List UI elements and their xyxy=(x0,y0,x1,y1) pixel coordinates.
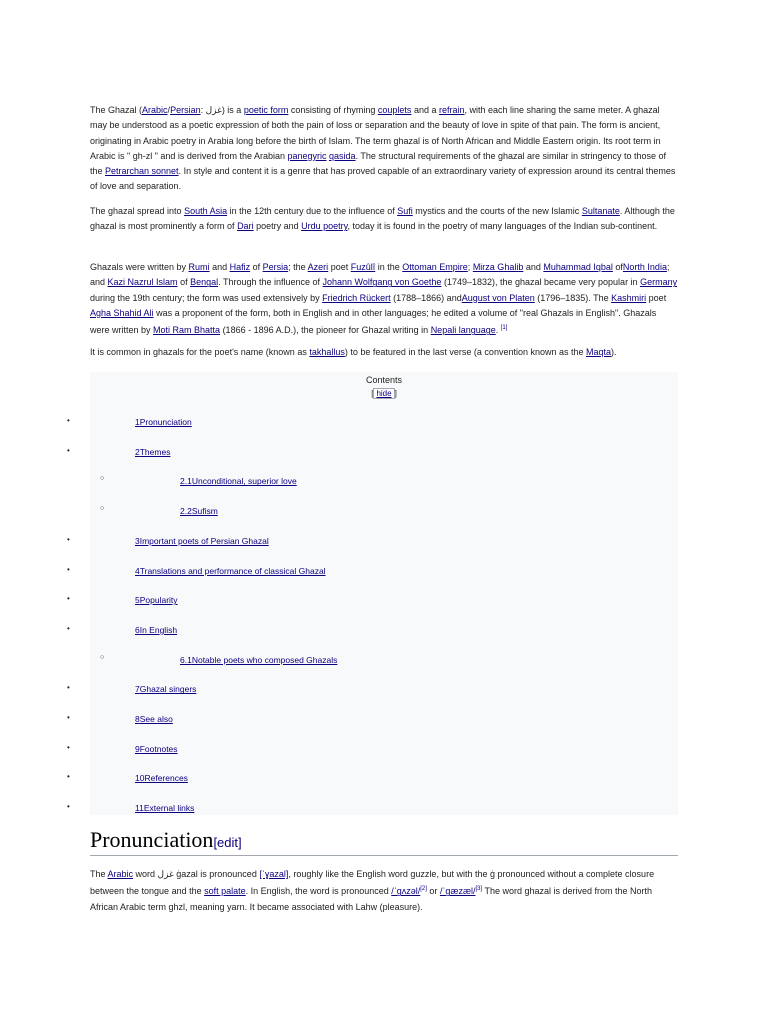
text-run: word غزل ġazal is pronounced xyxy=(133,869,260,879)
inline-link[interactable]: [ˈɣazal] xyxy=(259,869,289,879)
inline-link[interactable]: South Asia xyxy=(184,206,228,216)
inline-link[interactable]: Nepali language xyxy=(430,325,496,336)
toc-sub-bullet-icon: ○ xyxy=(100,475,105,483)
toc-bullet-icon: • xyxy=(67,445,70,455)
inline-link[interactable]: Persia xyxy=(262,262,289,272)
toc-item-number: 2.1 xyxy=(180,476,192,487)
text-run: consisting of rhyming xyxy=(288,105,378,115)
table-of-contents: Contents hide ] • 1Pronunciation • 2Themes ○ 2.1Unconditional, superior love ○ 2.2Sufism • 3Important poets of Persian Ghazal • 4Translations and performance of classical Ghazal • 5Popularity • 6In English ○ 6.1Notable poets who composed Ghazals • 7Ghazal singers • 8See also • 9Footnotes • 10References • 11External links xyxy=(90,372,678,815)
text-run: ; and xyxy=(90,262,670,288)
toc-item-label: See also xyxy=(139,714,173,724)
section-title: Pronunciation xyxy=(90,827,214,852)
toc-item[interactable] xyxy=(135,714,173,724)
toc-item-number: 6 xyxy=(135,624,140,635)
toc-item-number: 5 xyxy=(135,595,140,606)
toc-item[interactable] xyxy=(135,536,269,546)
inline-link[interactable]: Moti Ram Bhatta xyxy=(153,325,221,336)
text-run: of xyxy=(612,262,623,272)
inline-link[interactable]: Persian xyxy=(170,105,201,115)
toc-item-label: Unconditional, superior love xyxy=(191,476,297,487)
text-run: / xyxy=(167,105,171,115)
text-run: , roughly like the English word guzzle, but with the ġ pronounced without a complete closure between the tongue and the xyxy=(90,869,655,897)
text-run: and a xyxy=(411,105,439,115)
inline-link[interactable]: Urdu poetry xyxy=(301,221,348,232)
toc-sub-bullet-icon: ○ xyxy=(100,653,105,661)
spread-paragraph xyxy=(90,204,678,235)
text-run: or xyxy=(426,886,440,897)
text-run: during the 19th century; the form was used extensively by xyxy=(90,292,323,303)
inline-link[interactable]: /ˈɡʌzəl/ xyxy=(391,886,421,897)
toc-item[interactable] xyxy=(135,773,188,783)
inline-link[interactable]: North India xyxy=(622,262,667,272)
text-run: ) to be featured in the last verse (a convention known as the xyxy=(344,347,587,357)
text-run: mystics and the courts of the new Islamic xyxy=(412,206,582,216)
text-run: in the xyxy=(375,262,403,272)
pronunciation-paragraph xyxy=(90,867,678,915)
text-run: Ghazals were written by xyxy=(90,262,189,272)
text-run: : غزل) is a xyxy=(200,105,244,115)
inline-link[interactable]: Arabic xyxy=(107,869,134,879)
toc-item-label: Sufism xyxy=(191,506,218,517)
text-run: poet xyxy=(328,262,351,272)
inline-link[interactable]: Dari xyxy=(237,221,254,232)
inline-link[interactable]: Petrarchan sonnet xyxy=(105,166,179,177)
inline-link[interactable]: Germany xyxy=(640,277,678,288)
text-run: (1866 - 1896 A.D.), the pioneer for Ghazal writing in xyxy=(220,325,431,336)
text-run: . Through the influence of xyxy=(218,277,323,288)
inline-link[interactable]: Sufi xyxy=(397,206,413,216)
toc-item[interactable] xyxy=(135,417,192,427)
toc-sub-bullet-icon: ○ xyxy=(100,505,105,513)
toc-item-number: 2 xyxy=(135,446,140,457)
inline-link[interactable]: Rumi xyxy=(188,262,210,272)
section-heading xyxy=(90,827,678,856)
text-run: ). xyxy=(611,347,617,357)
inline-link[interactable]: Ottoman Empire xyxy=(402,262,468,272)
inline-link[interactable]: Kashmiri xyxy=(611,292,647,303)
text-run: ; xyxy=(467,262,473,272)
toc-bullet-icon: • xyxy=(67,683,70,693)
toc-item-number: 11 xyxy=(135,803,144,814)
toc-item-label: Footnotes xyxy=(139,743,178,754)
inline-link[interactable]: Kazi Nazrul Islam xyxy=(107,277,178,288)
text-run: . xyxy=(495,325,501,336)
toc-bullet-icon: • xyxy=(67,742,70,752)
inline-link[interactable]: Friedrich Rückert xyxy=(322,292,391,303)
inline-link[interactable]: couplets xyxy=(377,105,412,115)
inline-link[interactable]: qasida xyxy=(329,150,356,161)
toc-bullet-icon: • xyxy=(67,713,70,722)
text-run: . Although the ghazal is most prominently a form of xyxy=(90,206,675,232)
inline-link[interactable]: Hafiz xyxy=(229,262,251,272)
toc-item[interactable] xyxy=(135,625,177,635)
toc-item-label: Ghazal singers xyxy=(139,684,197,695)
inline-link[interactable]: Fuzûlî xyxy=(350,262,376,272)
toc-bullet-icon: • xyxy=(67,623,70,633)
takhallus-paragraph xyxy=(90,345,678,360)
text-run: The word ghazal is derived from the North African Arabic term ghzl, meaning yarn. It became associated with Lahw (pleasure). xyxy=(90,886,653,912)
text-run: of xyxy=(250,262,263,272)
toc-bullet-icon: • xyxy=(67,802,70,812)
toc-item-number: 6.1 xyxy=(180,654,192,665)
toc-item-label: Important poets of Persian Ghazal xyxy=(139,535,269,546)
toc-item-label: In English xyxy=(139,624,178,635)
text-run: It is common in ghazals for the poet's name (known as xyxy=(90,347,310,357)
inline-link[interactable]: Johann Wolfgang von Goethe xyxy=(322,277,442,288)
footnote-ref[interactable]: [3] xyxy=(475,886,483,893)
toc-item-number: 7 xyxy=(135,684,140,695)
toc-item-number: 3 xyxy=(135,535,140,546)
inline-link[interactable]: Sultanate xyxy=(581,206,620,216)
toc-item[interactable] xyxy=(135,595,178,605)
text-run: The ghazal spread into xyxy=(90,206,185,216)
toc-hide-toggle[interactable]: hide xyxy=(376,389,392,398)
toc-item-number: 2.2 xyxy=(180,506,192,517)
text-run: of xyxy=(177,277,191,288)
inline-link[interactable]: Agha Shahid Ali xyxy=(90,307,154,318)
text-run: , with each line sharing the same meter. A ghazal may be understood as a poetic expression of both the pain of loss or separation and the beauty of love in spite of that pain. The form is ancient, originating in Arabic poetry in Arabia long before the birth of Islam. The term ghazal is of North African and Middle Eastern origin. Its root term in Arabic is " gh-zl " and is derived from the Arabian xyxy=(90,105,661,161)
inline-link[interactable]: Azeri xyxy=(307,262,329,272)
inline-link[interactable]: Muhammad Iqbal xyxy=(543,262,613,272)
toc-item[interactable] xyxy=(135,447,170,457)
inline-link[interactable]: /ˈɡæzæl/ xyxy=(439,886,476,897)
footnote-ref[interactable]: [2] xyxy=(420,886,427,893)
text-run: The xyxy=(90,869,108,879)
toc-title: Contents xyxy=(365,375,403,385)
inline-link[interactable]: poetic form xyxy=(243,105,289,115)
toc-item[interactable] xyxy=(135,803,194,813)
text-run: poet xyxy=(646,292,667,303)
footnote-ref[interactable]: [1] xyxy=(500,325,508,332)
text-run: . In English, the word is pronounced xyxy=(245,886,392,897)
text-run: ; the xyxy=(288,262,308,272)
text-run: The Ghazal ( xyxy=(90,105,143,115)
toc-item[interactable] xyxy=(135,684,196,694)
inline-link[interactable]: refrain xyxy=(438,105,465,115)
toc-item-label: Notable poets who composed Ghazals xyxy=(191,654,338,665)
toc-bullet-icon: • xyxy=(67,772,70,782)
text-run: (1788–1866) and xyxy=(390,292,462,303)
text-run: . In style and content it is a genre that has proved capable of an extraordinary variety of expression around its central themes of love and separation. xyxy=(90,166,676,192)
text-run: poetry and xyxy=(253,221,302,232)
text-run: (1796–1835). The xyxy=(534,292,612,303)
text-run: and xyxy=(209,262,230,272)
inline-link[interactable]: August von Platen xyxy=(461,292,535,303)
toc-item-label: Popularity xyxy=(139,595,178,606)
toc-item-number: 9 xyxy=(135,743,140,754)
toc-item-number: 10 xyxy=(135,773,145,784)
toc-item[interactable] xyxy=(180,476,297,486)
toc-item[interactable] xyxy=(180,655,337,665)
toc-item-label: Pronunciation xyxy=(139,417,192,427)
inline-link[interactable]: Bengal xyxy=(190,277,219,288)
toc-item[interactable] xyxy=(135,744,178,754)
inline-link[interactable]: Maqta xyxy=(586,347,612,357)
toc-item[interactable] xyxy=(180,506,218,516)
toc-item-label: Themes xyxy=(139,446,171,457)
poets-paragraph xyxy=(90,260,678,338)
toc-item-number: 1 xyxy=(135,417,140,427)
toc-item[interactable] xyxy=(135,566,326,576)
text-run: (1749–1832), the ghazal became very popular in xyxy=(441,277,641,288)
toc-item-label: Translations and performance of classical Ghazal xyxy=(139,565,326,576)
toc-bullet-icon: • xyxy=(67,594,70,604)
inline-link[interactable]: Mirza Ghalib xyxy=(472,262,524,272)
inline-link[interactable]: panegyric xyxy=(287,150,327,161)
toc-bullet-icon: • xyxy=(67,534,70,544)
toc-item-label: External links xyxy=(143,803,195,814)
inline-link[interactable]: soft palate xyxy=(204,886,246,897)
edit-section-link[interactable]: [edit] xyxy=(213,835,242,850)
text-run: in the 12th century due to the influence of xyxy=(227,206,398,216)
toc-bullet-icon: • xyxy=(67,564,70,574)
intro-paragraph xyxy=(90,103,678,195)
text-run: , today it is found in the poetry of many languages of the Indian sub-continent. xyxy=(347,221,658,232)
inline-link[interactable]: takhallus xyxy=(309,347,345,357)
toc-item-number: 8 xyxy=(135,714,140,724)
toc-item-number: 4 xyxy=(135,565,140,576)
inline-link[interactable]: Arabic xyxy=(142,105,168,115)
text-run: was a proponent of the form, both in English and in other languages; he edited a volume of "real Ghazals in English". Ghazals were written by xyxy=(90,307,657,336)
toc-bullet-icon: • xyxy=(67,416,70,425)
text-run: . The structural requirements of the ghazal are similar in stringency to those of the xyxy=(90,150,667,177)
toc-item-label: References xyxy=(144,773,188,784)
text-run: and xyxy=(523,262,544,272)
